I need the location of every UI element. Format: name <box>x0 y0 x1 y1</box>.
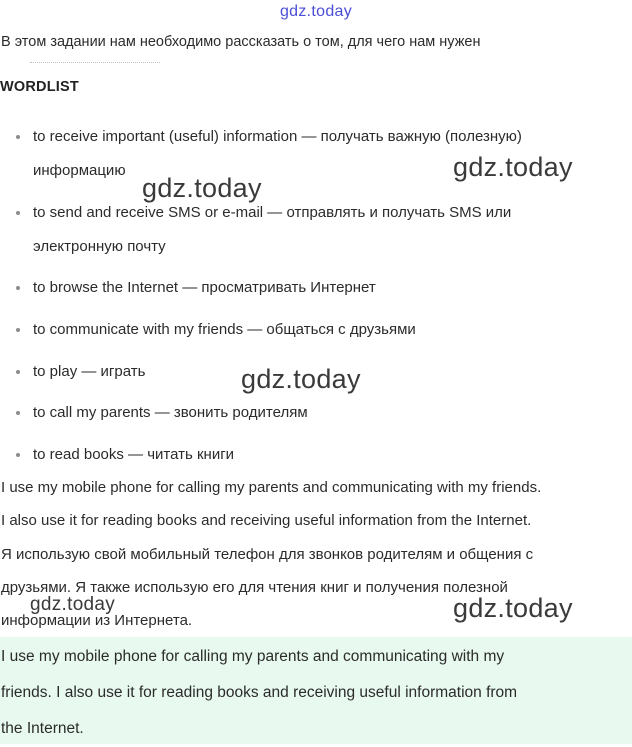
russian-paragraph: Я использую свой мобильный телефон для звонков родителям и общения с друзьями. Я также использую его для чтения книг и получения полезной информации из Интернета. <box>1 546 534 629</box>
clipped-text-line <box>30 62 160 69</box>
watermark: gdz.today <box>453 152 573 182</box>
bullet-icon <box>16 453 20 457</box>
answer-box <box>0 637 632 744</box>
watermark: gdz.today <box>453 593 573 623</box>
bullet-icon <box>16 370 20 374</box>
watermark: gdz.today <box>142 173 262 203</box>
watermark: gdz.today <box>241 364 361 394</box>
bullet-icon <box>16 211 20 215</box>
site-logo[interactable]: gdz.today <box>279 3 353 20</box>
wordlist-heading: WORDLIST <box>0 79 79 95</box>
intro-text: В этом задании нам необходимо рассказать о том, для чего нам нужен <box>1 34 481 50</box>
bullet-icon <box>16 411 20 415</box>
watermark: gdz.today <box>30 594 116 615</box>
answer-text: I use my mobile phone for calling my parents and communicating with my friends. I also use it for reading books and receiving useful information from the Internet. <box>1 648 518 737</box>
bullet-icon <box>16 328 20 332</box>
english-paragraph: I use my mobile phone for calling my parents and communicating with my friends. I also use it for reading books and receiving useful information from the Internet. <box>1 479 542 529</box>
bullet-icon <box>16 286 20 290</box>
bullet-icon <box>16 135 20 139</box>
